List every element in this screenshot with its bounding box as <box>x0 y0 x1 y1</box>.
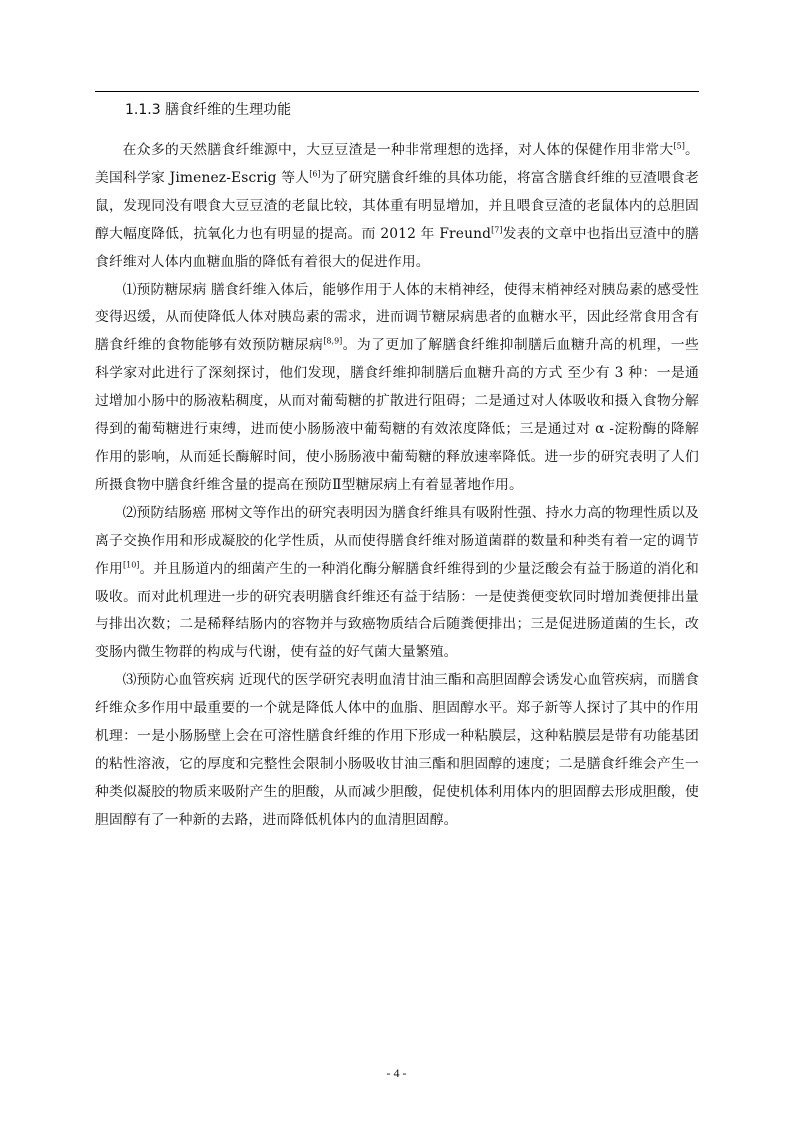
paragraph-text: 。美国科学家 Jimenez-Escrig 等人 <box>95 142 699 186</box>
citation-ref: [6] <box>309 169 321 179</box>
paragraph-text: 在众多的天然膳食纤维源中，大豆豆渣是一种非常理想的选择，对人体的保健作用非常大 <box>122 142 674 158</box>
document-body <box>95 98 699 835</box>
paragraph-cardiovascular <box>95 667 699 834</box>
paragraph-text: ⑵预防结肠癌 邢树文等作出的研究表明因为膳食纤维具有吸附性强、持水力高的物理性质以及离子交换作用和形成凝胶的化学性质，从而使得膳食纤维对肠道菌群的数量和种类有着一定的调节作用 <box>95 504 699 577</box>
page-number: - 4 - <box>386 1066 407 1080</box>
header-rule <box>95 91 699 92</box>
paragraph-text: 发表的文章中也指出豆渣中的膳食纤维对人体内血糖血脂的降低有着很大的促进作用。 <box>95 225 699 270</box>
paragraph-text: ⑶预防心血管疾病 近现代的医学研究表明血清甘油三酯和高胆固醇会诱发心血管疾病，而膳食纤维众多作用中最重要的一个就是降低人体中的血脂、胆固醇水平。郑子新等人探讨了其中的作用机理：一是小肠肠壁上会在可溶性膳食纤维的作用下形成一种粘膜层，这种粘膜层是带有功能基团的粘性溶液，它的厚度和完整性会限制小肠吸收甘油三酯和胆固醇的速度；二是膳食纤维会产生一种类似凝胶的物质来吸附产生的胆酸，从而减少胆酸，促使机体利用体内的胆固醇去形成胆酸，使胆固醇有了一种新的去路，进而降低机体内的血清胆固醇。 <box>95 672 699 828</box>
citation-ref: [8,9] <box>323 336 343 346</box>
paragraph-diabetes <box>95 277 699 500</box>
paragraph-intro <box>95 137 699 277</box>
paragraph-text: ⑴预防糖尿病 膳食纤维入体后，能够作用于人体的末梢神经，使得末梢神经对胰岛素的感受性变得迟缓，从而使降低人体对胰岛素的需求，进而调节糖尿病患者的血糖水平，因此经常食用含有膳食纤维的食物能够有效预防糖尿病 <box>95 281 699 354</box>
citation-ref: [5] <box>673 141 685 151</box>
paragraph-colon-cancer <box>95 500 699 667</box>
paragraph-text: 为了研究膳食纤维的具体功能，将富含膳食纤维的豆渣喂食老鼠，发现同没有喂食大豆豆渣的老鼠比较，其体重有明显增加，并且喂食豆渣的老鼠体内的总胆固醇大幅度降低，抗氧化力也有明显的提高。而 2012 年 Freund <box>95 169 699 242</box>
paragraph-text: 。为了更加了解膳食纤维抑制膳后血糖升高的机理，一些科学家对此进行了深刻探讨，他们发现，膳食纤维抑制膳后血糖升高的方式 至少有 3 种：一是通过增加小肠中的肠液粘稠度，从而对葡萄糖的扩散进行阻碍；二是通过对人体吸收和摄入食物分解得到的葡萄糖进行束缚，进而使小肠肠液中葡萄糖的有效浓度降低；三是通过对 α -淀粉酶的降解作用的影响，从而延长酶解时间，使小肠肠液中葡萄糖的释放速率降低。进一步的研究表明了人们所摄食物中膳食纤维含量的提高在预防Ⅱ型糖尿病上有着显著地作用。 <box>95 337 700 493</box>
citation-ref: [10] <box>122 560 140 569</box>
section-heading: 1.1.3 膳食纤维的生理功能 <box>125 102 292 118</box>
paragraph-text: 。并且肠道内的细菌产生的一种消化酶分解膳食纤维得到的少量泛酸会有益于肠道的消化和吸收。而对此机理进一步的研究表明膳食纤维还有益于结肠：一是使粪便变软同时增加粪便排出量与排出次数；二是稀释结肠内的容物并与致癌物质结合后随粪便排出；三是促进肠道菌的生长，改变肠内微生物群的构成与代谢，使有益的好气菌大量繁殖。 <box>95 560 699 661</box>
citation-ref: [7] <box>491 225 503 235</box>
